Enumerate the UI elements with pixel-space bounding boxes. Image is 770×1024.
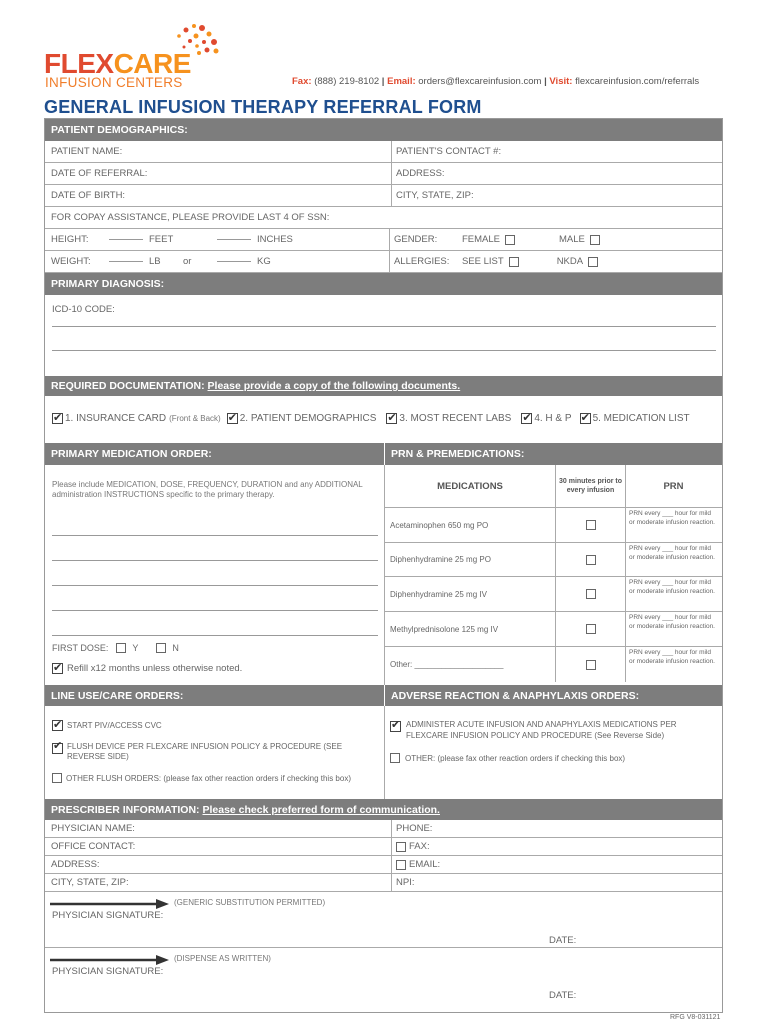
demographics-row [45, 141, 722, 163]
feet-label: FEET [149, 234, 174, 245]
medication-line[interactable] [52, 560, 378, 561]
patient-contact-label[interactable]: PATIENT'S CONTACT #: [391, 141, 501, 163]
medication-line[interactable] [52, 610, 378, 611]
doc-item-label: 1. INSURANCE CARD [65, 413, 167, 424]
demographics-row [45, 163, 722, 185]
adverse-label: ADMINISTER ACUTE INFUSION AND ANAPHYLAXIS MEDICATIONS PER FLEXCARE INFUSION POLICY AND PROCEDURE (See Reverse Side) [406, 720, 677, 740]
allergies-label: ALLERGIES: [393, 256, 450, 267]
female-checkbox[interactable] [505, 235, 515, 245]
prescriber-address-label[interactable]: ADDRESS: [51, 859, 100, 870]
line-use-label: START PIV/ACCESS CVC [67, 721, 162, 730]
demographics-row [45, 185, 722, 207]
prn-medication-name: Other: ____________________ [390, 660, 504, 669]
doc-item-label: 4. H & P [534, 413, 572, 424]
yes-label: Y [132, 643, 139, 653]
hp-checkbox[interactable] [521, 413, 532, 424]
prn-medication-name: Acetaminophen 650 mg PO [390, 520, 489, 530]
dispense-as-written-label: (DISPENSE AS WRITTEN) [174, 954, 271, 963]
fax-label: Fax: [292, 76, 312, 87]
email-option-label: EMAIL: [409, 859, 441, 870]
refill-checkbox[interactable] [52, 663, 63, 674]
col-prn: PRN [625, 465, 721, 507]
fax-number: (888) 219-8102 [314, 76, 380, 87]
logo-subtitle: INFUSION CENTERS [45, 75, 183, 90]
prescriber-row [45, 838, 722, 856]
demographics-checkbox[interactable] [227, 413, 238, 424]
prn-30min-cell [555, 647, 625, 682]
line-use-item-1 [52, 720, 162, 731]
refill-label: Refill x12 months unless otherwise noted. [67, 663, 243, 674]
separator: | [544, 76, 547, 87]
see-list-checkbox[interactable] [509, 257, 519, 267]
no-label: N [172, 643, 179, 653]
refill-field [52, 663, 242, 674]
npi-label[interactable]: NPI: [391, 874, 414, 892]
signature-date-label[interactable]: DATE: [549, 990, 577, 1001]
prn-instruction[interactable]: PRN every ___ hour for mild or moderate infusion reaction. [625, 508, 721, 542]
male-label: MALE [558, 234, 585, 245]
start-piv-checkbox[interactable] [52, 720, 63, 731]
prn-row [385, 647, 722, 682]
inches-label: INCHES [257, 234, 293, 245]
prn-table-header [385, 465, 722, 508]
nkda-checkbox[interactable] [588, 257, 598, 267]
generic-substitution-label: (GENERIC SUBSTITUTION PERMITTED) [174, 898, 326, 907]
lb-label: LB [149, 256, 161, 267]
section-header-demographics: PATIENT DEMOGRAPHICS: [45, 119, 722, 141]
section-header-diagnosis: PRIMARY DIAGNOSIS: [45, 273, 722, 295]
prn-medication-name: Methylprednisolone 125 mg IV [390, 624, 499, 634]
line-use-label: OTHER FLUSH ORDERS: (please fax other reaction orders if checking this box) [66, 773, 351, 783]
insurance-card-checkbox[interactable] [52, 413, 63, 424]
or-label: or [183, 256, 192, 267]
office-contact-label[interactable]: OFFICE CONTACT: [51, 841, 136, 852]
prn-30min-cell [555, 612, 625, 646]
section-header-documentation [45, 376, 722, 396]
signature-divider [45, 947, 722, 948]
city-state-zip-label[interactable]: CITY, STATE, ZIP: [391, 185, 474, 207]
medication-line[interactable] [52, 535, 378, 536]
separator: | [381, 76, 385, 87]
arrow-right-icon [50, 954, 170, 966]
weight-field[interactable] [51, 256, 389, 267]
doc-item-label: 5. MEDICATION LIST [592, 413, 690, 424]
demographics-row [45, 207, 722, 229]
section-header-adverse: ADVERSE REACTION & ANAPHYLAXIS ORDERS: [384, 685, 722, 706]
nkda-label: NKDA [556, 256, 584, 267]
medication-line[interactable] [52, 635, 378, 636]
gender-field [389, 229, 722, 251]
demographics-section [45, 141, 722, 273]
contact-line [292, 76, 699, 87]
doc-item-label: 3. MOST RECENT LABS [399, 413, 512, 424]
premedication-checkbox[interactable] [586, 589, 596, 599]
icd-line[interactable] [52, 350, 716, 351]
dob-label[interactable]: DATE OF BIRTH: [51, 190, 126, 201]
prescriber-row [45, 874, 722, 892]
fax-checkbox[interactable] [396, 842, 406, 852]
section-header-line-use: LINE USE/CARE ORDERS: [45, 685, 384, 706]
line-use-item-3 [52, 773, 351, 783]
medication-instructions: Please include MEDICATION, DOSE, FREQUENCY, DURATION and any ADDITIONAL administration INSTRUCTIONS specific to the primary therapy. [52, 480, 363, 499]
flush-device-checkbox[interactable] [52, 743, 63, 754]
medication-line[interactable] [52, 585, 378, 586]
prescriber-row [45, 856, 722, 874]
premedication-checkbox[interactable] [586, 520, 596, 530]
prn-medication-name: Diphenhydramine 25 mg IV [390, 589, 487, 599]
patient-name-label[interactable]: PATIENT NAME: [51, 146, 123, 157]
see-list-label: SEE LIST [461, 256, 504, 267]
first-dose-yes-checkbox[interactable] [116, 643, 126, 653]
premedication-checkbox[interactable] [586, 660, 596, 670]
line-use-item-2 [52, 742, 372, 762]
height-label: HEIGHT: [51, 234, 89, 245]
col-30-minutes: 30 minutes prior to every infusion [555, 465, 625, 507]
documentation-list [52, 413, 690, 424]
other-flush-checkbox[interactable] [52, 773, 62, 783]
prescriber-header-note: Please check preferred form of communication. [202, 803, 440, 816]
icd-line[interactable] [52, 326, 716, 327]
kg-line [217, 261, 251, 262]
demographics-row [45, 251, 722, 273]
prn-medication-name: Diphenhydramine 25 mg PO [390, 555, 491, 564]
adverse-item-1 [390, 719, 715, 741]
visit-label: Visit: [549, 76, 573, 87]
prn-row [385, 612, 722, 647]
copay-label[interactable]: FOR COPAY ASSISTANCE, PLEASE PROVIDE LAST 4 OF SSN: [51, 212, 330, 223]
documentation-header-label: REQUIRED DOCUMENTATION: [51, 380, 205, 392]
demographics-row [45, 229, 722, 251]
kg-label: KG [257, 256, 271, 267]
weight-label: WEIGHT: [51, 256, 91, 267]
visit-link[interactable]: flexcareinfusion.com/referrals [575, 76, 700, 87]
doc-item-label: 2. PATIENT DEMOGRAPHICS [239, 413, 377, 424]
prescriber-city-label[interactable]: CITY, STATE, ZIP: [51, 877, 129, 888]
fax-option-label: FAX: [409, 841, 430, 852]
logo [44, 22, 214, 92]
physician-signature-label[interactable]: PHYSICIAN SIGNATURE: [52, 966, 164, 977]
page-title: GENERAL INFUSION THERAPY REFERRAL FORM [44, 97, 482, 117]
physician-signature-label[interactable]: PHYSICIAN SIGNATURE: [52, 910, 164, 921]
logo-flex-text: FLEX [44, 48, 114, 79]
feet-line [109, 239, 143, 240]
prn-row [385, 543, 722, 577]
logo-care-text: CARE [113, 48, 191, 79]
male-checkbox[interactable] [590, 235, 600, 245]
fax-field [391, 838, 430, 856]
column-divider [384, 706, 385, 799]
prn-table [384, 465, 722, 685]
email-label: Email: [387, 76, 416, 87]
first-dose-no-checkbox[interactable] [156, 643, 166, 653]
address-label[interactable]: ADDRESS: [391, 163, 445, 185]
prn-30min-cell [555, 543, 625, 576]
prescriber-header-label: PRESCRIBER INFORMATION: [51, 803, 200, 816]
email-link[interactable]: orders@flexcareinfusion.com [418, 76, 542, 87]
female-label: FEMALE [461, 234, 500, 245]
prn-instruction[interactable]: PRN every ___ hour for mild or moderate infusion reaction. [625, 543, 721, 576]
first-dose-label: FIRST DOSE: [52, 643, 109, 653]
prn-row [385, 508, 722, 543]
height-field[interactable] [51, 234, 389, 245]
prn-rows [385, 508, 722, 682]
doc-item-note: (Front & Back) [169, 414, 221, 423]
premedication-checkbox[interactable] [586, 624, 596, 634]
arrow-right-icon [50, 898, 170, 910]
premedication-checkbox[interactable] [586, 555, 596, 565]
adverse-label: OTHER: (please fax other reaction orders if checking this box) [405, 753, 626, 763]
prn-row [385, 577, 722, 612]
prn-instruction[interactable]: PRN every ___ hour for mild or moderate infusion reaction. [625, 612, 721, 646]
section-header-medication-order: PRIMARY MEDICATION ORDER: [45, 443, 384, 465]
first-dose-field [52, 643, 179, 653]
allergies-field [389, 251, 722, 273]
inches-line [217, 239, 251, 240]
prescriber-section [45, 820, 722, 892]
medication-list-checkbox[interactable] [580, 413, 591, 424]
prn-instruction[interactable]: PRN every ___ hour for mild or moderate infusion reaction. [625, 647, 721, 682]
prescriber-row [45, 820, 722, 838]
email-field [391, 856, 440, 874]
signature-date-label[interactable]: DATE: [549, 935, 577, 946]
adverse-item-2 [390, 753, 625, 763]
prn-instruction[interactable]: PRN every ___ hour for mild or moderate infusion reaction. [625, 577, 721, 611]
lb-line [109, 261, 143, 262]
phone-label[interactable]: PHONE: [391, 820, 432, 838]
documentation-header-note: Please provide a copy of the following documents. [207, 380, 461, 392]
physician-name-label[interactable]: PHYSICIAN NAME: [51, 823, 135, 834]
administer-checkbox[interactable] [390, 721, 401, 732]
prn-30min-cell [555, 508, 625, 542]
form-code: RFG V8-031121 [670, 1014, 721, 1021]
section-header-prn: PRN & PREMEDICATIONS: [384, 443, 722, 465]
icd-code-label[interactable]: ICD-10 CODE: [52, 304, 115, 315]
gender-label: GENDER: [393, 234, 438, 245]
section-header-prescriber [45, 799, 722, 820]
line-use-label: FLUSH DEVICE PER FLEXCARE INFUSION POLICY & PROCEDURE (SEE REVERSE SIDE) [67, 742, 343, 761]
col-medications: MEDICATIONS [437, 480, 503, 492]
prn-30min-cell [555, 577, 625, 611]
labs-checkbox[interactable] [386, 413, 397, 424]
adverse-other-checkbox[interactable] [390, 753, 400, 763]
date-referral-label[interactable]: DATE OF REFERRAL: [51, 168, 148, 179]
email-checkbox[interactable] [396, 860, 406, 870]
